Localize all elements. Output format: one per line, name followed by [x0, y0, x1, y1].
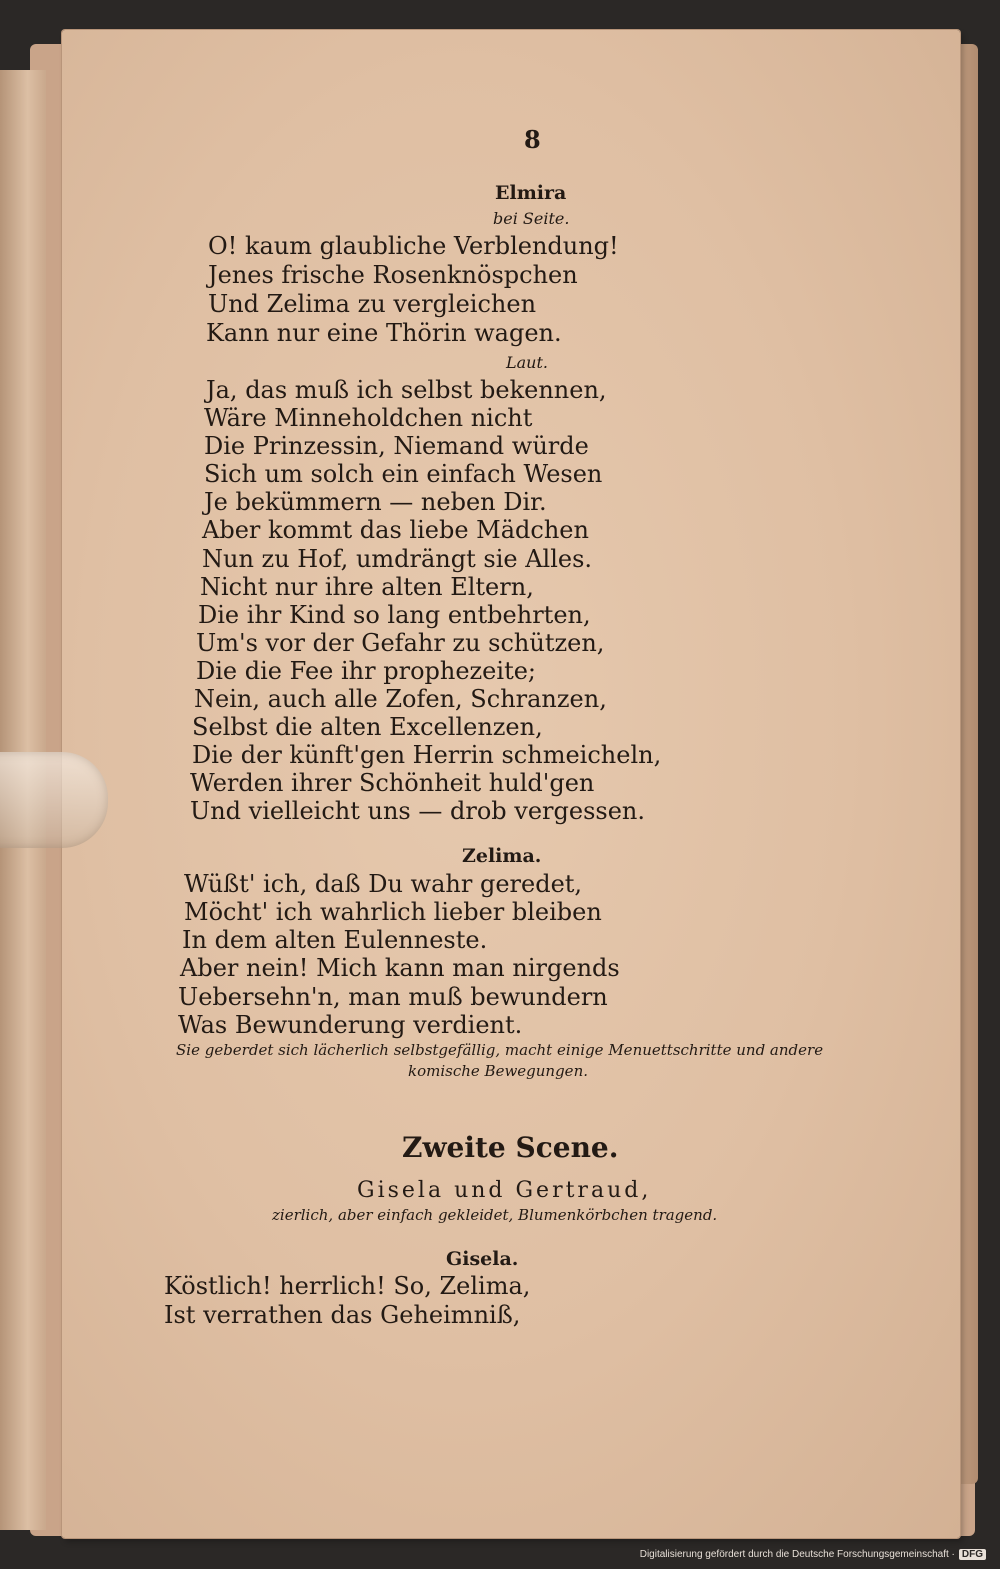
verse-line: Nun zu Hof, umdrängt sie Alles.	[202, 545, 593, 573]
digitization-credit	[640, 1549, 986, 1560]
verse-line: Nein, auch alle Zofen, Schranzen,	[194, 685, 607, 713]
verse-line: Und vielleicht uns — drob vergessen.	[190, 797, 646, 825]
plastic-clip	[0, 752, 108, 848]
verse-line: Wüßt' ich, daß Du wahr geredet,	[184, 870, 583, 898]
verse-line: Um's vor der Gefahr zu schützen,	[196, 629, 605, 657]
verse-line: Die Prinzessin, Niemand würde	[204, 432, 589, 460]
speaker-elmira: Elmira	[495, 182, 567, 204]
verse-line: Möcht' ich wahrlich lieber bleiben	[184, 898, 602, 926]
verse-line: Kann nur eine Thörin wagen.	[206, 319, 562, 347]
verse-line: Die der künft'gen Herrin schmeicheln,	[192, 741, 662, 769]
verse-line: Ja, das muß ich selbst bekennen,	[206, 376, 607, 404]
stage-direction-aloud: Laut.	[506, 353, 548, 372]
verse-line: Jenes frische Rosenknöspchen	[208, 261, 578, 289]
verse-line: Was Bewunderung verdient.	[178, 1011, 523, 1039]
verse-line: Die die Fee ihr prophezeite;	[196, 657, 536, 685]
verse-line: Selbst die alten Excellenzen,	[192, 713, 543, 741]
verse-line: In dem alten Eulenneste.	[182, 926, 488, 954]
verse-line: Nicht nur ihre alten Eltern,	[200, 573, 534, 601]
verse-line: Je bekümmern — neben Dir.	[204, 488, 547, 516]
verse-line: O! kaum glaubliche Verblendung!	[208, 232, 619, 260]
verse-line: Aber kommt das liebe Mädchen	[202, 516, 589, 544]
stage-direction: komische Bewegungen.	[408, 1062, 588, 1080]
speaker-zelima: Zelima.	[462, 845, 542, 867]
verse-line: Wäre Minneholdchen nicht	[204, 404, 533, 432]
verse-line: Aber nein! Mich kann man nirgends	[180, 954, 620, 982]
dfg-logo: DFG	[959, 1549, 986, 1560]
scene-title: Zweite Scene.	[402, 1131, 619, 1164]
credit-text: Digitalisierung gefördert durch die Deutsche Forschungsgemeinschaft ·	[639, 1549, 955, 1560]
verse-line: Köstlich! herrlich! So, Zelima,	[164, 1272, 531, 1300]
verse-line: Uebersehn'n, man muß bewundern	[178, 983, 608, 1011]
verse-line: Die ihr Kind so lang entbehrten,	[198, 601, 591, 629]
stage-direction: Sie geberdet sich lächerlich selbstgefällig, macht einige Menuettschritte und andere	[176, 1041, 824, 1059]
page-number: 8	[524, 125, 541, 154]
speaker-gisela: Gisela.	[446, 1248, 519, 1270]
scene-roles: Gisela und Gertraud,	[357, 1178, 652, 1203]
scene-description: zierlich, aber einfach gekleidet, Blumenkörbchen tragend.	[272, 1206, 718, 1224]
verse-line: Ist verrathen das Geheimniß,	[164, 1301, 521, 1329]
verse-line: Und Zelima zu vergleichen	[208, 290, 537, 318]
stage-direction-aside: bei Seite.	[493, 209, 570, 228]
verse-line: Werden ihrer Schönheit huld'gen	[190, 769, 595, 797]
verse-line: Sich um solch ein einfach Wesen	[204, 460, 603, 488]
